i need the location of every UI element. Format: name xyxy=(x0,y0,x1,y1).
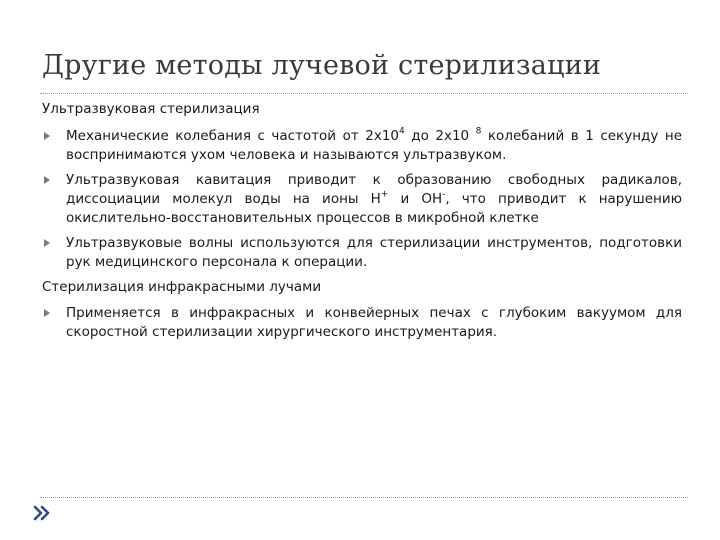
bullet-text-part: колебаний в 1 секунду не воспринимаются ухом человека и называются ультразвуком. xyxy=(66,128,682,163)
superscript: - xyxy=(442,189,446,200)
bullet-text: Ультразвуковые волны используются для стерилизации инструментов, подготовки рук медицинского персонала к операции. xyxy=(66,235,682,270)
bullet-item xyxy=(42,127,682,165)
triangle-right-icon xyxy=(44,309,50,317)
triangle-right-icon xyxy=(44,239,50,247)
bullet-text-part: Ультразвуковая кавитация приводит к образованию свободных радикалов, диссоциации молекул воды на ионы Н xyxy=(66,172,682,207)
superscript: 8 xyxy=(475,126,482,137)
superscript: + xyxy=(380,189,389,200)
bullet-text-part: до 2х10 xyxy=(404,128,476,144)
triangle-right-icon xyxy=(44,176,50,184)
bullet-item xyxy=(42,171,682,228)
bullet-text-part: , что приводит к нарушению окислительно-восстановительных процессов в микробной клетке xyxy=(66,191,682,226)
bullet-text: Применяется в инфракрасных и конвейерных печах с глубоким вакуумом для скоростной стерилизации хирургического инструментария. xyxy=(66,305,682,340)
bullet-text xyxy=(66,171,682,228)
triangle-right-icon xyxy=(44,132,50,140)
footer-divider xyxy=(40,497,688,498)
section-heading-infrared: Стерилизация инфракрасными лучами xyxy=(42,279,322,295)
bullet-item xyxy=(42,304,682,342)
bullet-text xyxy=(66,127,682,165)
double-chevron-right-icon[interactable] xyxy=(32,504,52,522)
section-heading-ultrasound: Ультразвуковая стерилизация xyxy=(42,101,260,117)
bullet-text-part: и ОН xyxy=(388,191,443,207)
slide-content xyxy=(42,100,682,348)
title-divider xyxy=(40,93,688,94)
slide-title: Другие методы лучевой стерилизации xyxy=(42,50,602,81)
superscript: 4 xyxy=(399,126,405,137)
bullet-item xyxy=(42,234,682,272)
bullet-text-part: Механические колебания с частотой от 2х10 xyxy=(66,128,400,144)
